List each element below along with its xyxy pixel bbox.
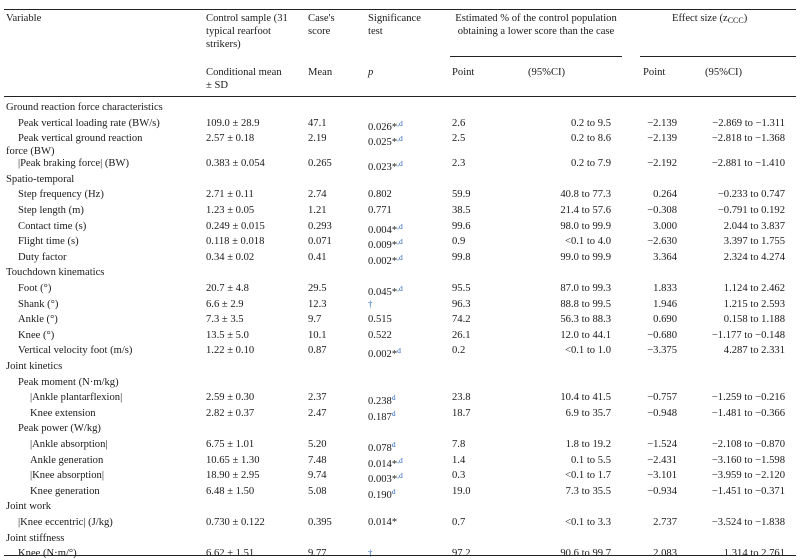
estimated-ci: 0.1 to 5.5 xyxy=(570,454,611,466)
case-score: 9.74 xyxy=(308,470,327,482)
effect-size-ci: −3.160 to −1.598 xyxy=(711,454,785,466)
estimated-point: 23.8 xyxy=(452,392,471,404)
control-mean-sd: 109.0 ± 28.9 xyxy=(206,117,260,129)
top-rule xyxy=(4,9,796,10)
variable-label: |Knee eccentric| (J/kg) xyxy=(18,517,113,528)
variable-label: |Knee absorption| xyxy=(30,470,104,482)
sub-point-1: Point xyxy=(452,67,475,78)
effect-size-ci: 3.397 to 1.755 xyxy=(723,236,785,248)
p-value: 0.014* xyxy=(368,517,398,528)
es-subrule xyxy=(640,56,796,57)
variable-label: Peak vertical loading rate (BW/s) xyxy=(18,117,160,129)
estimated-ci: 87.0 to 99.3 xyxy=(560,283,611,294)
sub-mean: Mean xyxy=(308,67,333,78)
header-significance: Significance test xyxy=(368,13,421,37)
effect-size-sub: CCC xyxy=(727,16,744,25)
variable-label: |Ankle absorption| xyxy=(30,439,108,450)
estimated-point: 1.4 xyxy=(452,454,466,466)
control-mean-sd: 20.7 ± 4.8 xyxy=(206,283,249,294)
estimated-point: 99.8 xyxy=(452,251,471,263)
effect-size-ci: −0.233 to 0.747 xyxy=(717,189,785,201)
case-score: 0.395 xyxy=(308,517,332,528)
p-value: 0.009*$^{,d}$ xyxy=(368,237,403,252)
p-superscript: ,d xyxy=(397,455,403,465)
variable-label: Duty factor xyxy=(18,251,67,263)
estimated-point: 0.3 xyxy=(452,470,466,482)
effect-size-ci: 1.124 to 2.462 xyxy=(723,283,785,294)
estimated-point: 0.7 xyxy=(452,517,466,528)
estimated-ci: 88.8 to 99.5 xyxy=(560,298,611,310)
effect-size-ci: −3.959 to −2.120 xyxy=(711,470,785,482)
p-superscript: ,d xyxy=(397,252,403,262)
estimated-point: 74.2 xyxy=(452,314,471,326)
estimated-point: 95.5 xyxy=(452,283,471,294)
estimated-point: 2.6 xyxy=(452,117,466,129)
effect-size-ci: 0.158 to 1.188 xyxy=(723,314,785,326)
p-superscript: d xyxy=(391,486,396,496)
p-value: 0.187$^d$ xyxy=(368,408,396,423)
control-mean-sd: 6.62 ± 1.51 xyxy=(206,548,255,560)
control-mean-sd: 0.34 ± 0.02 xyxy=(206,251,255,263)
p-value: 0.771 xyxy=(368,205,392,216)
estimated-ci: 99.0 to 99.9 xyxy=(560,251,611,263)
estimated-ci: 6.9 to 35.7 xyxy=(565,407,611,419)
subsection-heading: Peak moment (N·m/kg) xyxy=(18,376,119,388)
effect-size-ci: −1.177 to −0.148 xyxy=(711,329,785,341)
effect-size-ci: −3.524 to −1.838 xyxy=(711,517,785,528)
case-score: 47.1 xyxy=(308,117,327,129)
estimated-ci: 0.2 to 9.5 xyxy=(570,117,611,129)
effect-size-point: 3.364 xyxy=(653,251,677,263)
case-score: 0.265 xyxy=(308,158,332,170)
p-value: 0.023*$^{,d}$ xyxy=(368,159,403,174)
variable-label: Knee generation xyxy=(30,485,100,497)
estimated-ci: <0.1 to 4.0 xyxy=(565,236,611,248)
estimated-point: 2.3 xyxy=(452,158,466,170)
section-heading: Joint work xyxy=(6,501,52,513)
control-mean-sd: 1.22 ± 0.10 xyxy=(206,345,255,357)
p-superscript: ,d xyxy=(397,221,403,231)
p-superscript: ,d xyxy=(397,237,403,247)
control-mean-sd: 0.383 ± 0.054 xyxy=(206,158,265,170)
p-superscript: d xyxy=(391,408,396,418)
section-heading: Ground reaction force characteristics xyxy=(6,102,163,113)
estimated-point: 7.8 xyxy=(452,439,466,450)
effect-size-ci: 4.287 to 2.331 xyxy=(723,345,785,357)
case-score: 0.87 xyxy=(308,345,327,357)
estimated-ci: 7.3 to 35.5 xyxy=(565,485,611,497)
effect-size-ci: −2.108 to −0.870 xyxy=(711,439,785,450)
case-score: 7.48 xyxy=(308,454,327,466)
variable-label: Flight time (s) xyxy=(18,236,79,248)
case-score: 2.47 xyxy=(308,407,327,419)
control-mean-sd: 2.71 ± 0.11 xyxy=(206,189,254,201)
case-score: 2.74 xyxy=(308,189,327,201)
p-superscript: ,d xyxy=(397,159,403,169)
sub-ci-2: (95%CI) xyxy=(705,67,743,78)
case-score: 0.41 xyxy=(308,251,327,263)
effect-size-point: 1.946 xyxy=(653,298,677,310)
subsection-heading: Peak power (W/kg) xyxy=(18,423,101,435)
p-value: 0.002*$^{,d}$ xyxy=(368,252,403,267)
effect-size-ci: −2.818 to −1.368 xyxy=(711,133,785,145)
estimated-ci: <0.1 to 1.0 xyxy=(565,345,611,357)
control-mean-sd: 0.730 ± 0.122 xyxy=(206,517,265,528)
effect-size-point: −3.101 xyxy=(647,470,677,482)
effect-size-point: −0.308 xyxy=(647,205,677,216)
p-value: 0.004*$^{,d}$ xyxy=(368,221,403,236)
effect-size-ci: 1.314 to 2.761 xyxy=(723,548,785,560)
control-mean-sd: 10.65 ± 1.30 xyxy=(206,454,260,466)
p-value: 0.045*$^{,d}$ xyxy=(368,284,403,298)
variable-label: Step length (m) xyxy=(18,205,84,216)
estimated-ci: 40.8 to 77.3 xyxy=(560,189,611,201)
control-mean-sd: 6.48 ± 1.50 xyxy=(206,485,255,497)
estimated-ci: 1.8 to 19.2 xyxy=(565,439,611,450)
effect-size-ci: −2.881 to −1.410 xyxy=(711,158,785,170)
case-score: 1.21 xyxy=(308,205,327,216)
variable-label-cont: force (BW) xyxy=(6,145,55,157)
effect-size-point: −2.139 xyxy=(647,117,677,129)
header-effect-size xyxy=(672,12,782,27)
estimated-ci: <0.1 to 1.7 xyxy=(565,470,611,482)
p-superscript: ,d xyxy=(397,471,403,481)
variable-label: Vertical velocity foot (m/s) xyxy=(18,345,133,357)
effect-size-ci: 1.215 to 2.593 xyxy=(723,298,785,310)
p-value: 0.802 xyxy=(368,189,392,201)
p-value: † xyxy=(368,298,373,309)
estimated-ci: 56.3 to 88.3 xyxy=(560,314,611,326)
estimated-ci: 0.2 to 7.9 xyxy=(570,158,611,170)
variable-label: Contact time (s) xyxy=(18,220,87,232)
estimated-ci: <0.1 to 3.3 xyxy=(565,517,611,528)
sub-p: p xyxy=(368,67,374,78)
case-score: 9.77 xyxy=(308,548,327,560)
effect-size-close: ) xyxy=(743,13,748,24)
variable-label: Knee (N·m/°) xyxy=(18,548,77,560)
p-value: 0.190$^d$ xyxy=(368,486,396,501)
sub-conditional: Conditional mean ± SD xyxy=(206,67,282,91)
control-mean-sd: 7.3 ± 3.5 xyxy=(206,314,244,326)
case-score: 10.1 xyxy=(308,329,327,341)
section-heading: Joint stiffness xyxy=(6,532,65,544)
p-value: † xyxy=(368,548,373,559)
p-superscript: d xyxy=(391,393,396,403)
sub-ci-1: (95%CI) xyxy=(528,67,566,78)
header-cases-score: Case's score xyxy=(308,13,335,37)
estimated-ci: 10.4 to 41.5 xyxy=(560,392,611,404)
p-value: 0.026*$^{,d}$ xyxy=(368,118,403,133)
estimated-point: 97.2 xyxy=(452,548,471,560)
p-value: 0.515 xyxy=(368,314,392,326)
header-estimated-pct: Estimated % of the control population obtaining a lower score than the case xyxy=(455,13,617,37)
estimated-point: 19.0 xyxy=(452,485,471,497)
control-mean-sd: 0.118 ± 0.018 xyxy=(206,236,265,248)
effect-size-point: −2.431 xyxy=(647,454,677,466)
effect-size-ci: 2.324 to 4.274 xyxy=(723,251,785,263)
variable-label: Peak vertical ground reaction xyxy=(18,133,143,145)
effect-size-point: −0.934 xyxy=(647,485,677,497)
estimated-point: 59.9 xyxy=(452,189,471,201)
effect-size-point: −0.680 xyxy=(647,329,677,341)
estimated-point: 0.2 xyxy=(452,345,466,357)
header-rule xyxy=(4,96,796,97)
effect-size-point: 0.264 xyxy=(653,189,677,201)
control-mean-sd: 0.249 ± 0.015 xyxy=(206,220,265,232)
effect-size-point: 1.833 xyxy=(653,283,677,294)
effect-size-ci: −0.791 to 0.192 xyxy=(717,205,785,216)
effect-size-text: Effect size (z xyxy=(672,13,728,24)
case-score: 2.19 xyxy=(308,133,327,145)
case-score: 0.293 xyxy=(308,220,332,232)
p-value: 0.002*$^d$ xyxy=(368,346,401,361)
effect-size-point: −2.630 xyxy=(647,236,677,248)
effect-size-point: 0.690 xyxy=(653,314,677,326)
estimated-point: 38.5 xyxy=(452,205,471,216)
control-mean-sd: 2.59 ± 0.30 xyxy=(206,392,255,404)
variable-label: Ankle (°) xyxy=(18,314,58,326)
sub-point-2: Point xyxy=(643,67,666,78)
effect-size-point: 2.083 xyxy=(653,548,677,560)
case-score: 29.5 xyxy=(308,283,327,294)
estimated-ci: 0.2 to 8.6 xyxy=(570,133,611,145)
p-value: 0.014*$^{,d}$ xyxy=(368,455,403,470)
control-mean-sd: 18.90 ± 2.95 xyxy=(206,470,260,482)
est-subrule xyxy=(450,56,622,57)
case-score: 0.071 xyxy=(308,236,332,248)
case-score: 5.20 xyxy=(308,439,327,450)
estimated-point: 2.5 xyxy=(452,133,466,145)
section-heading: Joint kinetics xyxy=(6,361,63,372)
p-superscript: d xyxy=(397,346,401,356)
estimated-point: 99.6 xyxy=(452,220,471,232)
bottom-rule xyxy=(4,555,796,556)
control-mean-sd: 2.57 ± 0.18 xyxy=(206,133,255,145)
effect-size-ci: −1.259 to −0.216 xyxy=(711,392,785,404)
variable-label: |Ankle plantarflexion| xyxy=(30,392,123,404)
p-superscript: ,d xyxy=(397,134,403,144)
estimated-point: 96.3 xyxy=(452,298,471,310)
p-value: 0.025*$^{,d}$ xyxy=(368,134,403,149)
effect-size-point: −3.375 xyxy=(647,345,677,357)
effect-size-point: −1.524 xyxy=(647,439,677,450)
effect-size-point: −0.948 xyxy=(647,407,677,419)
estimated-ci: 98.0 to 99.9 xyxy=(560,220,611,232)
case-score: 9.7 xyxy=(308,314,322,326)
variable-label: Knee extension xyxy=(30,407,96,419)
p-superscript: ,d xyxy=(397,284,403,293)
p-value: 0.078$^d$ xyxy=(368,440,396,454)
estimated-ci: 21.4 to 57.6 xyxy=(560,205,611,216)
effect-size-ci: −1.481 to −0.366 xyxy=(711,407,785,419)
header-control-sample: Control sample (31 typical rearfoot strikers) xyxy=(206,13,288,50)
p-superscript: ,d xyxy=(397,118,403,128)
control-mean-sd: 1.23 ± 0.05 xyxy=(206,205,255,216)
control-mean-sd: 2.82 ± 0.37 xyxy=(206,407,255,419)
effect-size-ci: 2.044 to 3.837 xyxy=(723,220,785,232)
case-score: 5.08 xyxy=(308,485,327,497)
effect-size-point: −2.139 xyxy=(647,133,677,145)
section-heading: Touchdown kinematics xyxy=(6,267,105,279)
variable-label: |Peak braking force| (BW) xyxy=(18,158,130,170)
effect-size-point: 2.737 xyxy=(653,517,677,528)
control-mean-sd: 6.75 ± 1.01 xyxy=(206,439,255,450)
p-superscript: d xyxy=(391,440,396,449)
estimated-point: 0.9 xyxy=(452,236,466,248)
case-score: 12.3 xyxy=(308,298,327,310)
control-mean-sd: 13.5 ± 5.0 xyxy=(206,329,249,341)
section-heading: Spatio-temporal xyxy=(6,173,75,185)
effect-size-ci: −2.869 to −1.311 xyxy=(712,117,785,129)
variable-label: Knee (°) xyxy=(18,329,55,341)
effect-size-point: 3.000 xyxy=(653,220,677,232)
p-value: 0.003*$^{,d}$ xyxy=(368,471,403,486)
p-value: 0.522 xyxy=(368,329,392,341)
effect-size-ci: −1.451 to −0.371 xyxy=(711,485,785,497)
p-value: 0.238$^d$ xyxy=(368,393,396,408)
variable-label: Ankle generation xyxy=(30,454,104,466)
estimated-point: 18.7 xyxy=(452,407,471,419)
variable-label: Step frequency (Hz) xyxy=(18,189,104,201)
effect-size-point: −0.757 xyxy=(647,392,677,404)
control-mean-sd: 6.6 ± 2.9 xyxy=(206,298,244,310)
effect-size-point: −2.192 xyxy=(647,158,677,170)
estimated-ci: 12.0 to 44.1 xyxy=(560,329,611,341)
case-score: 2.37 xyxy=(308,392,327,404)
header-variable: Variable xyxy=(6,13,42,24)
estimated-point: 26.1 xyxy=(452,329,471,341)
estimated-ci: 90.6 to 99.7 xyxy=(560,548,611,560)
variable-label: Foot (°) xyxy=(18,283,52,294)
variable-label: Shank (°) xyxy=(18,298,59,310)
